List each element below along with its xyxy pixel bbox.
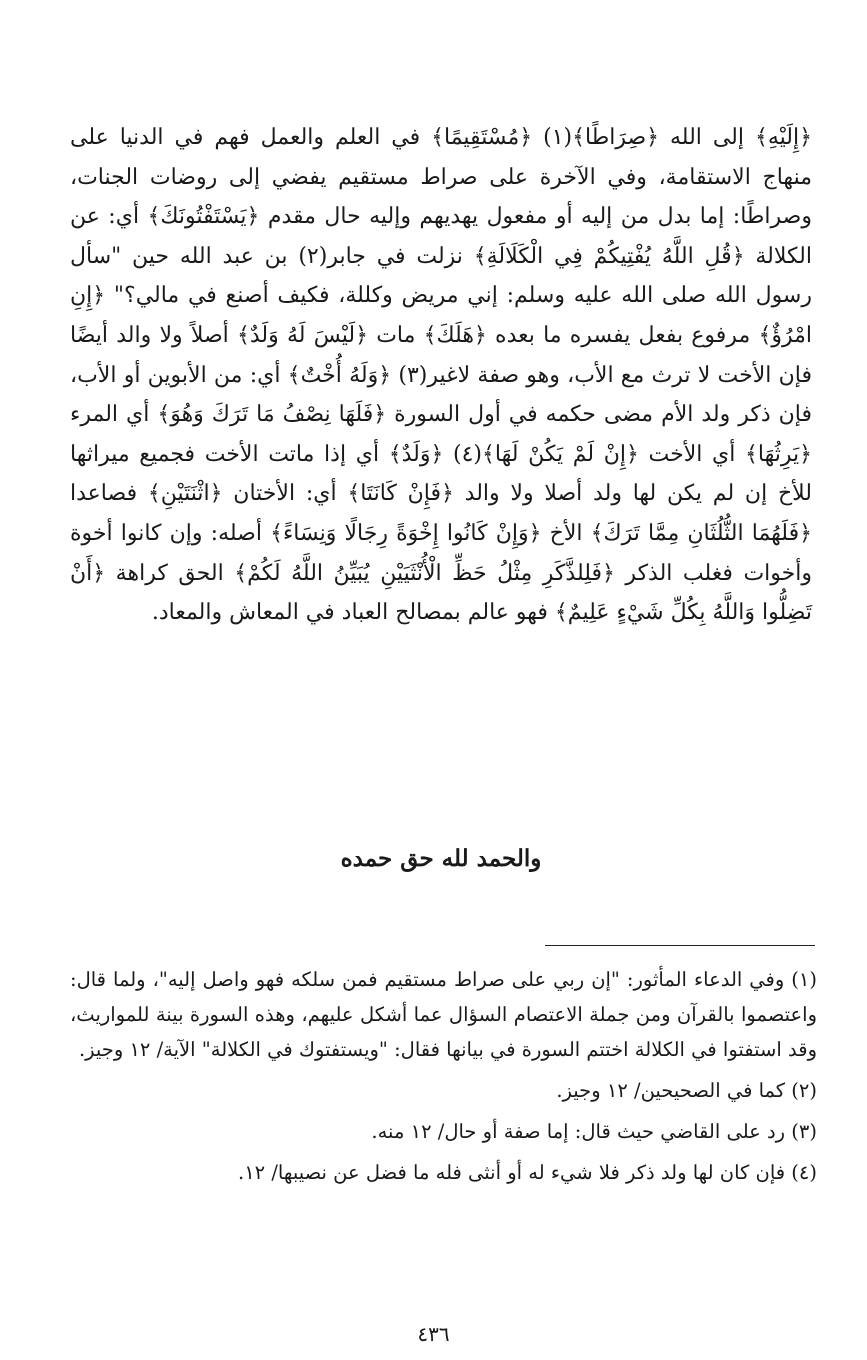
footnote-4: (٤) فإن كان لها ولد ذكر فلا شيء له أو أنثى فله ما فضل عن نصيبها/ ١٢. [238,1161,817,1184]
footnote-2: (٢) كما في الصحيحين/ ١٢ وجيز. [556,1079,817,1102]
page-number: ٤٣٦ [417,1322,450,1346]
footnote-divider [545,945,815,946]
footnote-3: (٣) رد على القاضي حيث قال: إما صفة أو حال/ ١٢ منه. [371,1120,817,1143]
main-text: ﴿إِلَيْهِ﴾ إلى الله ﴿صِرَاطًا﴾(١) ﴿مُسْتَقِيمًا﴾ في العلم والعمل فهم في الدنيا على منهاج الاستقامة، وفي الآخرة على صراط مستقيم يفضي إلى روضات الجنات، وصراطًا: إما بدل من إليه أو مفعول يهديهم وإليه حال مقدم ﴿يَسْتَفْتُونَكَ﴾ أي: عن الكلالة ﴿قُلِ اللَّهُ يُفْتِيكُمْ فِي الْكَلَالَةِ﴾ نزلت في جابر(٢) بن عبد الله حين "سأل رسول الله صلى الله عليه وسلم: إني مريض وكللة، فكيف أصنع في مالي؟" ﴿إِنِ امْرُؤٌ﴾ مرفوع بفعل يفسره ما بعده ﴿هَلَكَ﴾ مات ﴿لَيْسَ لَهُ وَلَدٌ﴾ أصلاً ولا والد أيضًا فإن الأخت لا ترث مع الأب، وهو صفة لاغير(٣) ﴿وَلَهُ أُخْتٌ﴾ أي: من الأبوين أو الأب، فإن ذكر ولد الأم مضى حكمه في أول السورة ﴿فَلَهَا نِصْفُ مَا تَرَكَ وَهُوَ﴾ أي المرء ﴿يَرِثُهَا﴾ أي الأخت ﴿إِنْ لَمْ يَكُنْ لَهَا﴾(٤) ﴿وَلَدٌ﴾ أي إذا ماتت الأخت فجميع ميراثها للأخ إن لم يكن لها ولد أصلا ولا والد ﴿فَإِنْ كَانَتَا﴾ أي: الأختان ﴿اثْنَتَيْنِ﴾ فصاعدا ﴿فَلَهُمَا الثُّلُثَانِ مِمَّا تَرَكَ﴾ الأخ ﴿وَإِنْ كَانُوا إِخْوَةً رِجَالًا وَنِسَاءً﴾ أصله: وإن كانوا أخوة وأخوات فغلب الذكر ﴿فَلِلذَّكَرِ مِثْلُ حَظِّ الْأُنْثَيَيْنِ يُبَيِّنُ اللَّهُ لَكُمْ﴾ الحق كراهة ﴿أَنْ تَضِلُّوا وَاللَّهُ بِكُلِّ شَيْءٍ عَلِيمٌ﴾ فهو عالم بمصالح العباد في المعاش والمعاد. [70,125,812,626]
footnote-1: (١) وفي الدعاء المأثور: "إن ربي على صراط مستقيم فمن سلكه فهو واصل إليه"، ولما قال: واعتصموا بالقرآن ومن جملة الاعتصام السؤال عما أشكل عليهم، وهذه السورة بينة للمواريث، وقد استفتوا في الكلالة اختتم السورة في بيانها فقال: "ويستفتوك في الكلالة" الآية/ ١٢ وجيز. [70,968,817,1061]
footnotes [70,962,817,1196]
closing-line: والحمد لله حق حمده [340,845,542,872]
